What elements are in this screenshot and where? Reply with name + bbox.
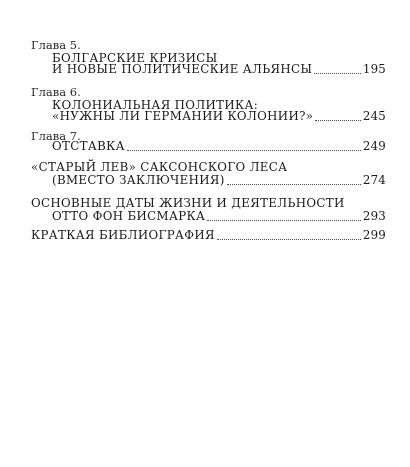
page-number: 195 (362, 62, 386, 76)
page-number: 299 (362, 228, 386, 242)
entry-title-row (52, 109, 386, 124)
dot-leader (315, 120, 361, 121)
dot-leader (127, 150, 361, 151)
entry-title-line: ОТТО ФОН БИСМАРКА (52, 209, 206, 223)
page-number: 274 (362, 173, 386, 187)
entry-title-line: И НОВЫЕ ПОЛИТИЧЕСКИЕ АЛЬЯНСЫ (52, 62, 313, 76)
chapter-label: Глава 5. (31, 38, 81, 52)
entry-title-line: ОСНОВНЫЕ ДАТЫ ЖИЗНИ И ДЕЯТЕЛЬНОСТИ (31, 196, 345, 210)
dot-leader (207, 220, 361, 221)
entry-title-line: «НУЖНЫ ЛИ ГЕРМАНИИ КОЛОНИИ?» (52, 109, 314, 123)
chapter-label: Глава 7. (31, 129, 81, 143)
entry-title-line: КОЛОНИАЛЬНАЯ ПОЛИТИКА: (52, 98, 259, 112)
entry-title-row (52, 62, 386, 77)
entry-title-line: БОЛГАРСКИЕ КРИЗИСЫ (52, 51, 218, 65)
dot-leader (314, 73, 360, 74)
entry-title-line: «СТАРЫЙ ЛЕВ» САКСОНСКОГО ЛЕСА (31, 160, 288, 174)
dot-leader (217, 239, 361, 240)
page-number: 293 (362, 209, 386, 223)
page-number: 249 (362, 139, 386, 153)
entry-title-line: (ВМЕСТО ЗАКЛЮЧЕНИЯ) (52, 173, 225, 187)
entry-title-line: КРАТКАЯ БИБЛИОГРАФИЯ (31, 228, 215, 242)
entry-title-row (52, 139, 386, 154)
entry-title-row (52, 173, 386, 188)
entry-title-row (52, 209, 386, 224)
dot-leader (227, 184, 361, 185)
entry-title-line: ОТСТАВКА (52, 139, 125, 153)
entry-title-row (31, 228, 386, 243)
chapter-label: Глава 6. (31, 85, 81, 99)
page-number: 245 (362, 109, 386, 123)
